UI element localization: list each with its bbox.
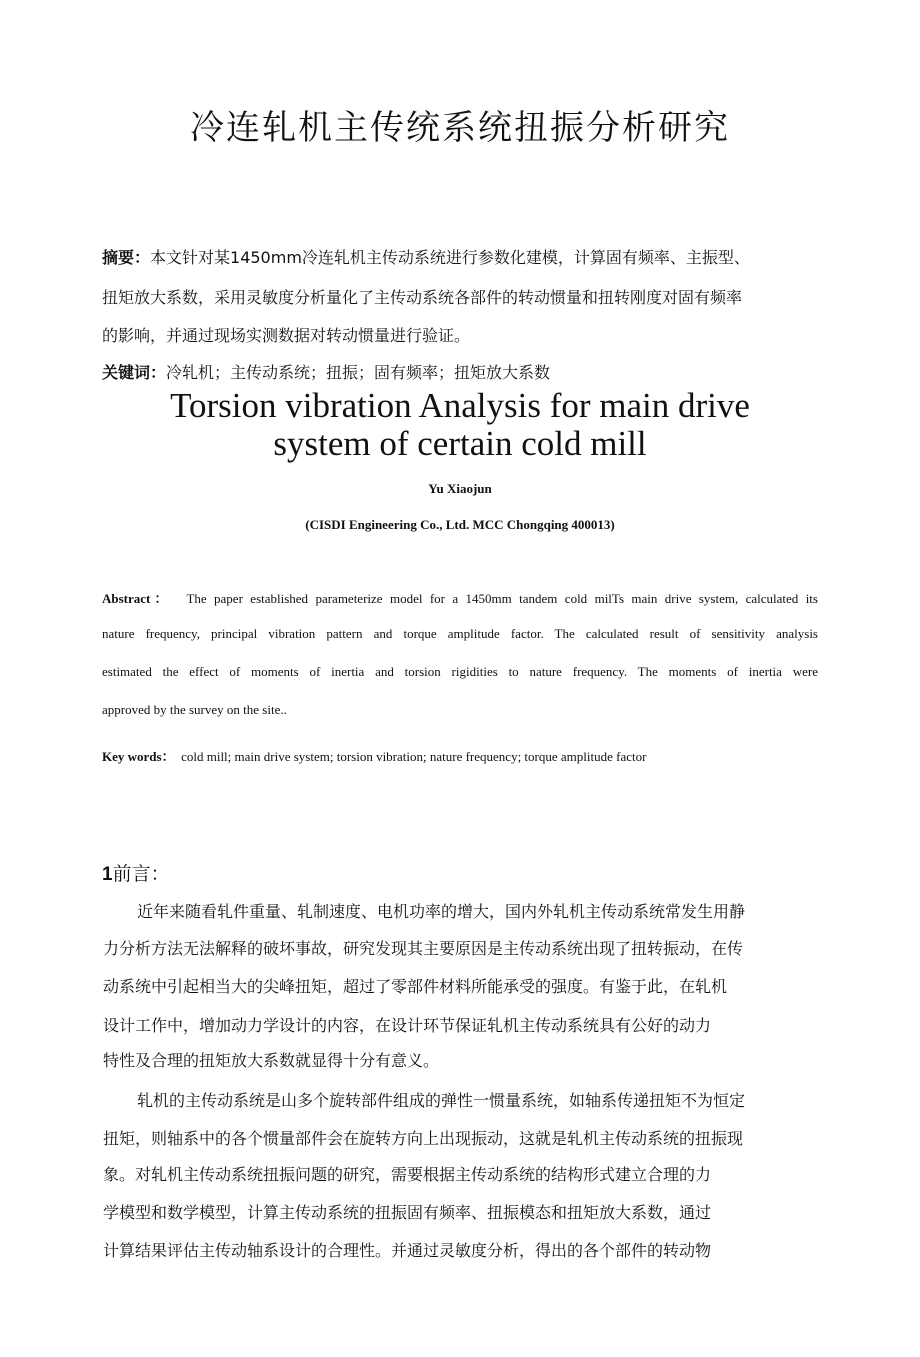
keywords-en-label: Key words：: [102, 749, 175, 764]
keywords-cn-text: 冷轧机；主传动系统；扭振；固有频率；扭矩放大系数: [166, 363, 551, 382]
abstract-cn-label: 摘要：: [102, 248, 151, 267]
para-1-line-5: 特性及合理的扭矩放大系数就显得十分有意义。: [103, 1051, 440, 1070]
para-1-line-3: 动系统中引起相当大的尖峰扭矩，超过了零部件材料所能承受的强度。有鉴于此，在轧机: [103, 977, 728, 996]
abstract-en-line-2: nature frequency, principal vibration pattern and torque amplitude factor. The calculated result of sensitivity analysis: [102, 626, 818, 641]
para-2-line-2: 扭矩，则轴系中的各个惯量部件会在旋转方向上出现振动，这就是轧机主传动系统的扭振现: [103, 1129, 744, 1148]
para-1-line-4: 设计工作中，增加动力学设计的内容，在设计环节保证轧机主传动系统具有公好的动力: [103, 1016, 712, 1035]
abstract-cn-line-2: 扭矩放大系数，采用灵敏度分析量化了主传动系统各部件的转动惯量和扭转刚度对固有频率: [102, 288, 743, 307]
paper-title-cn: 冷连轧机主传统系统扭振分析研究: [190, 108, 730, 148]
abstract-cn-line-3: 的影响，并通过现场实测数据对转动惯量进行验证。: [102, 326, 471, 345]
keywords-cn: [102, 360, 550, 383]
para-2-line-5: 计算结果评估主传动轴系设计的合理性。并通过灵敏度分析，得出的各个部件的转动物: [103, 1241, 712, 1260]
para-1-line-2: 力分析方法无法解释的破坏事故，研究发现其主要原因是主传动系统出现了扭转振动，在传: [103, 939, 744, 958]
abstract-cn-text: 本文针对某1450mm冷连轧机主传动系统进行参数化建模，计算固有频率、主振型、: [150, 248, 750, 267]
abstract-en-line-1: [102, 588, 818, 607]
keywords-en-text: cold mill; main drive system; torsion vibration; nature frequency; torque amplitude factor: [181, 749, 647, 764]
abstract-en-line-3: estimated the effect of moments of inertia and torsion rigidities to nature frequency. The moments of inertia were: [102, 664, 818, 679]
para-2-line-3: 象。对轧机主传动系统扭振问题的研究，需要根据主传动系统的结构形式建立合理的力: [103, 1165, 712, 1184]
abstract-en-text: The paper established parameterize model for a 1450mm tandem cold milTs main drive system, calculated its: [186, 591, 818, 606]
abstract-en-line-4: approved by the survey on the site..: [102, 702, 287, 717]
keywords-en: [102, 746, 818, 765]
paper-title-en-line-1: Torsion vibration Analysis for main drive: [170, 386, 750, 425]
author-affiliation: (CISDI Engineering Co., Ltd. MCC Chongqing 400013): [305, 517, 615, 532]
para-1-line-1: 近年来随看轧件重量、轧制速度、电机功率的增大，国内外轧机主传动系统常发生用静: [137, 902, 746, 921]
section-1-title: 前言：: [112, 864, 170, 885]
abstract-cn-line-1: [102, 245, 750, 268]
section-1-heading: [102, 859, 170, 886]
paper-title-en-line-2: system of certain cold mill: [273, 424, 647, 463]
para-2-line-1: 轧机的主传动系统是山多个旋转部件组成的弹性一惯量系统，如轴系传递扭矩不为恒定: [137, 1091, 746, 1110]
abstract-en-label: Abstract：: [102, 591, 172, 606]
para-2-line-4: 学模型和数学模型，计算主传动系统的扭振固有频率、扭振模态和扭矩放大系数，通过: [103, 1203, 712, 1222]
section-1-number: 1: [102, 864, 113, 885]
keywords-cn-label: 关键词：: [102, 363, 167, 382]
author-name: Yu Xiaojun: [428, 481, 492, 496]
